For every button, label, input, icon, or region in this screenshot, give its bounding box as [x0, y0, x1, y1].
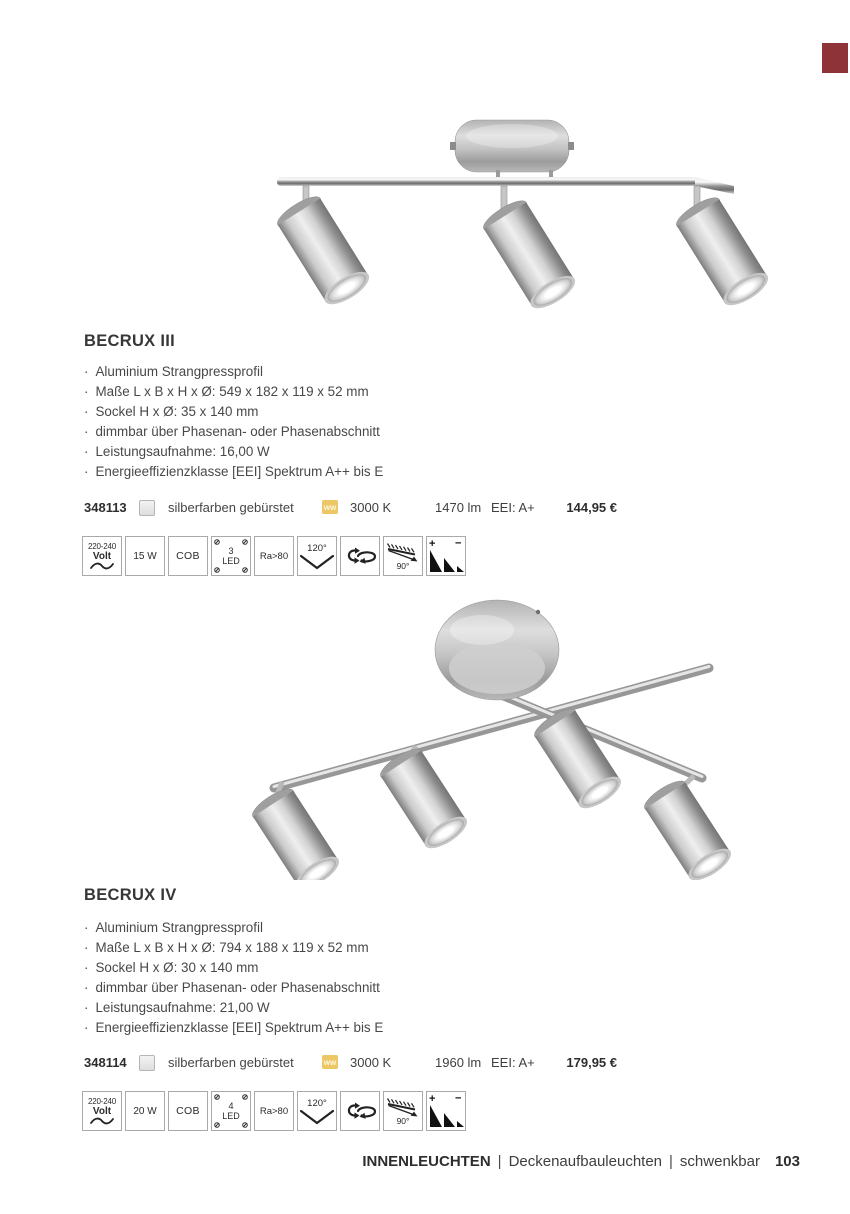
spec-item: · Maße L x B x H x Ø: 794 x 188 x 119 x 52 mm — [84, 938, 383, 958]
cri-icon: Ra>80 — [254, 536, 294, 576]
warm-white-badge: ww — [322, 500, 338, 514]
energy-class: EEI: A+ — [491, 1055, 535, 1070]
led-count-icon: 4 LED — [211, 1091, 251, 1131]
beam-angle-icon: 120° — [297, 1091, 337, 1131]
spec-item: · Leistungsaufnahme: 21,00 W — [84, 998, 383, 1018]
product-photo-becrux-iv — [232, 592, 810, 880]
footer-category: Deckenaufbauleuchten — [508, 1153, 663, 1170]
wattage-icon: 20 W — [125, 1091, 165, 1131]
footer-separator: | — [669, 1153, 673, 1170]
svg-text:−: − — [455, 537, 462, 550]
dim-function-icon — [426, 536, 466, 576]
product-spec-list — [84, 362, 383, 482]
spec-item: · Aluminium Strangpressprofil — [84, 362, 383, 382]
cob-icon: COB — [168, 1091, 208, 1131]
cob-icon: COB — [168, 536, 208, 576]
swivel-icon — [340, 1091, 380, 1131]
finish-label: silberfarben gebürstet — [168, 1055, 294, 1070]
svg-text:−: − — [455, 1092, 462, 1105]
spec-item: · Energieeffizienzklasse [EEI] Spektrum A++ bis E — [84, 462, 383, 482]
feature-icon-row — [82, 536, 466, 576]
svg-text:+: + — [429, 1093, 436, 1105]
tilt-90-icon: 90° — [383, 1091, 423, 1131]
page-footer — [362, 1153, 800, 1170]
dim-function-icon — [426, 1091, 466, 1131]
product-photo-becrux-iii — [252, 100, 804, 328]
luminous-flux: 1960 lm — [435, 1055, 482, 1070]
product-spec-list — [84, 918, 383, 1038]
spec-item: · dimmbar über Phasenan- oder Phasenabschnitt — [84, 978, 383, 998]
price: 179,95 € — [566, 1055, 617, 1070]
article-row — [84, 500, 617, 517]
price: 144,95 € — [566, 500, 617, 515]
page-corner-marker — [822, 43, 848, 73]
voltage-icon: 220-240 Volt — [82, 536, 122, 576]
feature-icon-row — [82, 1091, 466, 1131]
product-name: BECRUX IV — [84, 886, 177, 904]
swivel-icon — [340, 536, 380, 576]
article-row — [84, 1055, 617, 1072]
luminous-flux: 1470 lm — [435, 500, 482, 515]
warm-white-badge: ww — [322, 1055, 338, 1069]
finish-label: silberfarben gebürstet — [168, 500, 294, 515]
spec-item: · Energieeffizienzklasse [EEI] Spektrum A++ bis E — [84, 1018, 383, 1038]
led-count-icon: 3 LED — [211, 536, 251, 576]
footer-separator: | — [497, 1153, 502, 1170]
energy-class: EEI: A+ — [491, 500, 535, 515]
page-number: 103 — [774, 1153, 800, 1170]
footer-subcategory: schwenkbar — [679, 1153, 760, 1170]
tilt-90-icon: 90° — [383, 536, 423, 576]
footer-section: INNENLEUCHTEN — [362, 1153, 491, 1170]
wattage-icon: 15 W — [125, 536, 165, 576]
spec-item: · Sockel H x Ø: 30 x 140 mm — [84, 958, 383, 978]
voltage-icon: 220-240 Volt — [82, 1091, 122, 1131]
article-number: 348113 — [84, 500, 127, 515]
color-temperature: 3000 K — [350, 500, 392, 515]
finish-swatch — [139, 500, 155, 516]
spec-item: · Maße L x B x H x Ø: 549 x 182 x 119 x 52 mm — [84, 382, 383, 402]
finish-swatch — [139, 1055, 155, 1071]
cri-icon: Ra>80 — [254, 1091, 294, 1131]
spec-item: · Sockel H x Ø: 35 x 140 mm — [84, 402, 383, 422]
spec-item: · dimmbar über Phasenan- oder Phasenabschnitt — [84, 422, 383, 442]
beam-angle-icon: 120° — [297, 536, 337, 576]
spec-item: · Leistungsaufnahme: 16,00 W — [84, 442, 383, 462]
spec-item: · Aluminium Strangpressprofil — [84, 918, 383, 938]
svg-text:+: + — [429, 538, 436, 550]
product-name: BECRUX III — [84, 332, 176, 350]
article-number: 348114 — [84, 1055, 127, 1070]
color-temperature: 3000 K — [350, 1055, 392, 1070]
